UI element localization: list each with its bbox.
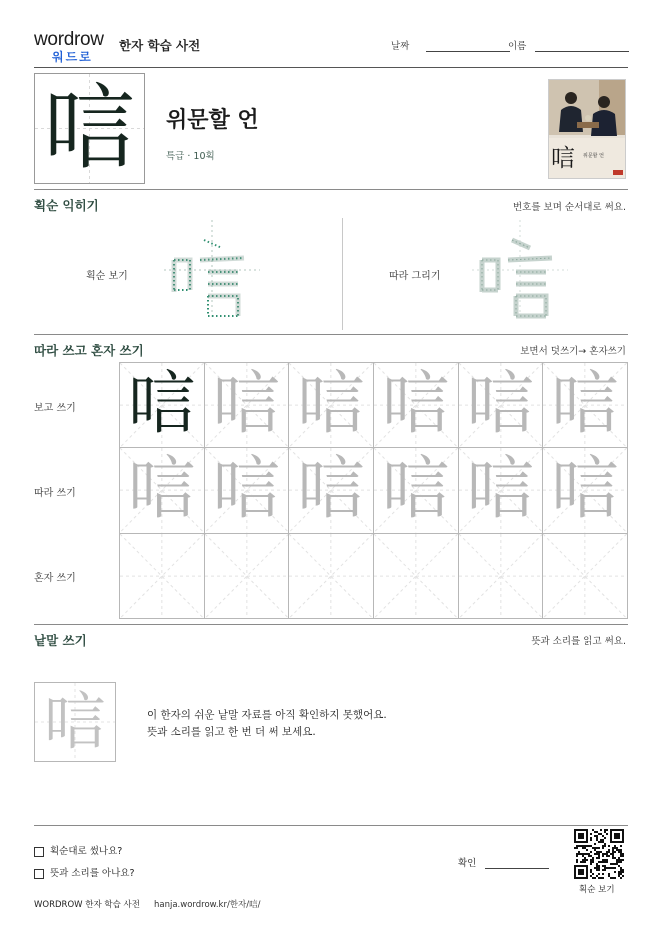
practice-row-label-see: 보고 쓰기 (34, 403, 76, 414)
checklist-stroke-label: 획순대로 썼나요? (50, 846, 123, 857)
word-section-title: 낱말 쓰기 (34, 633, 87, 648)
header-divider (34, 67, 628, 68)
practice-cell-char: 唁 (297, 450, 366, 530)
practice-cell-char: 唁 (127, 450, 196, 530)
cell-guides (374, 534, 458, 618)
word-message-line1: 이 한자의 쉬운 낱말 자료를 아직 확인하지 못했어요. (147, 709, 387, 721)
practice-cell[interactable] (458, 362, 544, 448)
stroke-order-svg (164, 220, 260, 320)
illustration-thumbnail (548, 79, 626, 179)
cell-guides (459, 534, 543, 618)
cell-guides (543, 534, 627, 618)
checklist-item-meaning[interactable] (34, 865, 135, 879)
divider-4 (34, 825, 628, 826)
main-hanja-char: 唁 (43, 74, 136, 182)
practice-cell[interactable] (542, 533, 628, 619)
thumbnail-badge (613, 170, 623, 175)
stroke-section-title: 획순 익히기 (34, 198, 99, 213)
name-field[interactable] (508, 38, 629, 52)
checkbox-icon[interactable] (34, 847, 44, 857)
divider-2 (34, 334, 628, 335)
practice-cell[interactable] (458, 533, 544, 619)
stroke-trace-label: 따라 그리기 (389, 271, 441, 282)
confirm-blank[interactable] (485, 858, 549, 869)
practice-cell[interactable] (204, 533, 290, 619)
qr-caption: 획순 보기 (579, 885, 615, 895)
confirm-label: 확인 (458, 858, 477, 869)
cell-guides (120, 534, 204, 618)
date-field[interactable] (391, 38, 510, 52)
date-label: 날짜 (391, 41, 410, 52)
practice-cell[interactable] (373, 362, 459, 448)
practice-cell[interactable] (288, 362, 374, 448)
main-hanja-box (34, 73, 145, 184)
stroke-trace-diagram[interactable] (472, 220, 568, 320)
logo (34, 30, 114, 66)
practice-cell[interactable] (288, 533, 374, 619)
meaning-sound: 위문할 언 (166, 108, 259, 133)
practice-cell[interactable] (119, 447, 205, 533)
thumbnail-caption: 위문할 언 (583, 153, 604, 159)
header-title: 한자 학습 사전 (119, 38, 201, 53)
practice-row-label-trace: 따라 쓰기 (34, 488, 76, 499)
stroke-section-hint: 번호를 보며 순서대로 써요. (512, 202, 626, 213)
checkbox-icon[interactable] (34, 869, 44, 879)
grade-strokes: 특급 · 10획 (166, 151, 215, 162)
footer-url[interactable]: hanja.wordrow.kr/한자/唁/ (154, 900, 261, 910)
divider-3 (34, 624, 628, 625)
practice-cell-char: 唁 (212, 365, 281, 445)
date-blank[interactable] (426, 41, 510, 52)
word-message-line2: 뜻과 소리를 읽고 한 번 더 써 보세요. (147, 726, 316, 738)
practice-cell-char: 唁 (551, 365, 620, 445)
practice-cell-char: 唁 (551, 450, 620, 530)
stroke-trace-svg[interactable] (472, 220, 568, 320)
stroke-order-diagram (164, 220, 260, 320)
stroke-section-vdivider (342, 218, 343, 330)
name-label: 이름 (508, 41, 527, 52)
confirm-field[interactable] (458, 855, 549, 869)
name-blank[interactable] (535, 41, 629, 52)
practice-cell-char: 唁 (127, 365, 196, 445)
practice-section-title: 따라 쓰고 혼자 쓰기 (34, 343, 144, 358)
footer-brand: WORDROW 한자 학습 사전 (34, 900, 140, 910)
logo-wordmark: wordrow (34, 29, 104, 50)
practice-cell-char: 唁 (466, 365, 535, 445)
practice-cell[interactable] (542, 447, 628, 533)
checklist-item-stroke[interactable] (34, 843, 122, 857)
stroke-view-label: 획순 보기 (86, 271, 128, 282)
qr-code-icon[interactable] (574, 829, 624, 879)
practice-cell[interactable] (119, 533, 205, 619)
practice-cell-char: 唁 (466, 450, 535, 530)
practice-cell-char: 唁 (297, 365, 366, 445)
practice-cell[interactable] (204, 362, 290, 448)
practice-cell[interactable] (542, 362, 628, 448)
practice-cell[interactable] (458, 447, 544, 533)
practice-cell[interactable] (373, 447, 459, 533)
practice-grid (119, 362, 627, 618)
practice-cell-char: 唁 (212, 450, 281, 530)
cell-guides (205, 534, 289, 618)
word-hanja-char: 唁 (43, 685, 106, 758)
practice-row-label-solo: 혼자 쓰기 (34, 573, 76, 584)
practice-cell-char: 唁 (381, 450, 450, 530)
practice-cell[interactable] (373, 533, 459, 619)
qr-code[interactable] (574, 829, 624, 879)
logo-korean: 워드로 (52, 50, 93, 64)
word-hanja-box (34, 682, 116, 762)
practice-cell[interactable] (119, 362, 205, 448)
word-section-hint: 뜻과 소리를 읽고 써요. (531, 636, 626, 647)
divider-1 (34, 189, 628, 190)
cell-guides (289, 534, 373, 618)
practice-cell[interactable] (204, 447, 290, 533)
checklist-meaning-label: 뜻과 소리를 아나요? (50, 868, 135, 879)
practice-section-hint: 보면서 덧쓰기→ 혼자쓰기 (520, 346, 626, 357)
practice-cell[interactable] (288, 447, 374, 533)
thumbnail-hanja: 唁 (551, 144, 575, 172)
practice-cell-char: 唁 (381, 365, 450, 445)
